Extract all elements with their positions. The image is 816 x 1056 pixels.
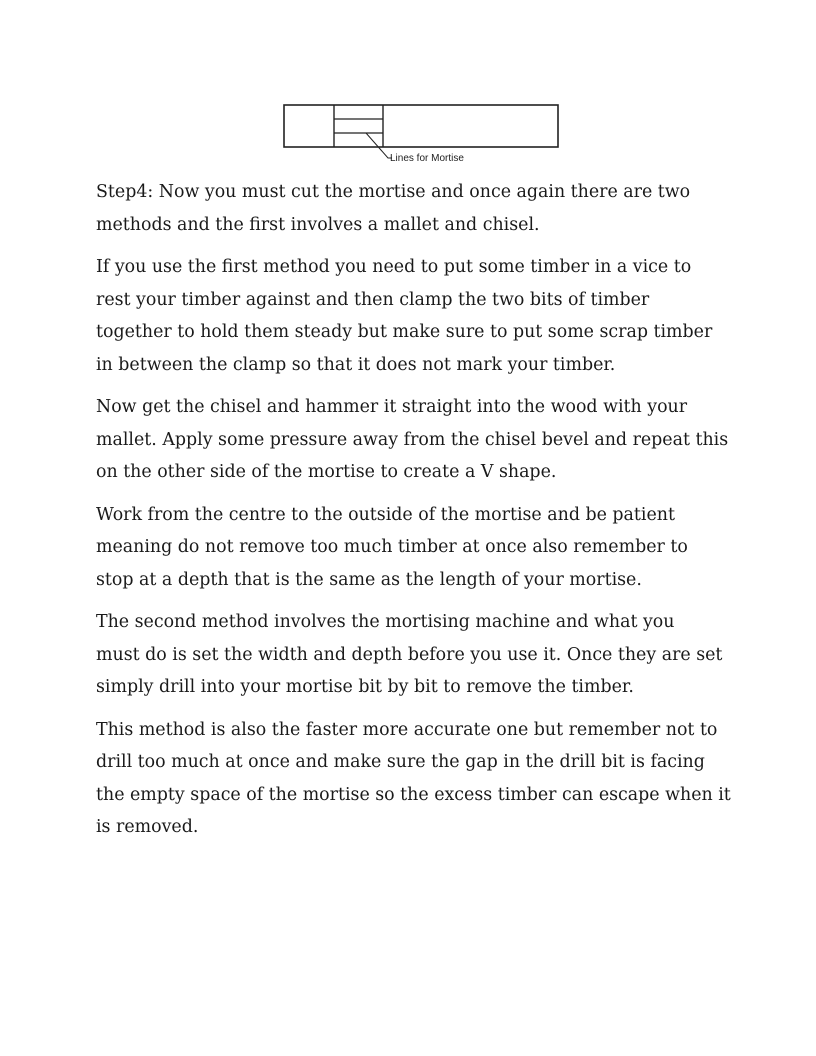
mortise-diagram-svg bbox=[280, 100, 564, 168]
text-line: is removed. bbox=[96, 817, 199, 837]
text-line: The second method involves the mortising machine and what you bbox=[96, 612, 675, 632]
paragraph-chisel bbox=[96, 391, 756, 489]
text-line: on the other side of the mortise to create a V shape. bbox=[96, 462, 557, 482]
text-line: meaning do not remove too much timber at once also remember to bbox=[96, 537, 688, 557]
text-line: This method is also the faster more accurate one but remember not to bbox=[96, 719, 718, 740]
text-line: simply drill into your mortise bit by bit to remove the timber. bbox=[96, 677, 634, 697]
text-line: must do is set the width and depth before you use it. Once they are set bbox=[96, 644, 723, 665]
paragraph-centre-outward bbox=[96, 499, 756, 597]
paragraph-second-method bbox=[96, 606, 756, 704]
paragraph-step4 bbox=[96, 176, 756, 241]
figure-caption: Lines for Mortise bbox=[390, 153, 464, 164]
text-line: methods and the first involves a mallet and chisel. bbox=[96, 214, 540, 235]
text-line: drill too much at once and make sure the gap in the drill bit is facing bbox=[96, 752, 705, 772]
text-line: Work from the centre to the outside of the mortise and be patient bbox=[96, 504, 675, 525]
timber-outline bbox=[284, 105, 558, 147]
text-line: rest your timber against and then clamp the two bits of timber bbox=[96, 289, 650, 310]
text-line: If you use the first method you need to put some timber in a vice to bbox=[96, 257, 692, 277]
text-line: stop at a depth that is the same as the length of your mortise. bbox=[96, 569, 642, 590]
paragraph-first-method bbox=[96, 251, 756, 381]
text-line: the empty space of the mortise so the excess timber can escape when it bbox=[96, 784, 731, 805]
paragraph-faster-method bbox=[96, 714, 756, 844]
text-line: Step4: Now you must cut the mortise and once again there are two bbox=[96, 182, 691, 202]
mortise-diagram bbox=[280, 100, 564, 168]
body-text bbox=[96, 176, 756, 854]
text-line: in between the clamp so that it does not mark your timber. bbox=[96, 354, 616, 375]
text-line: mallet. Apply some pressure away from the chisel bevel and repeat this bbox=[96, 429, 729, 450]
text-line: together to hold them steady but make sure to put some scrap timber bbox=[96, 322, 713, 342]
text-line: Now get the chisel and hammer it straight into the wood with your bbox=[96, 397, 688, 417]
